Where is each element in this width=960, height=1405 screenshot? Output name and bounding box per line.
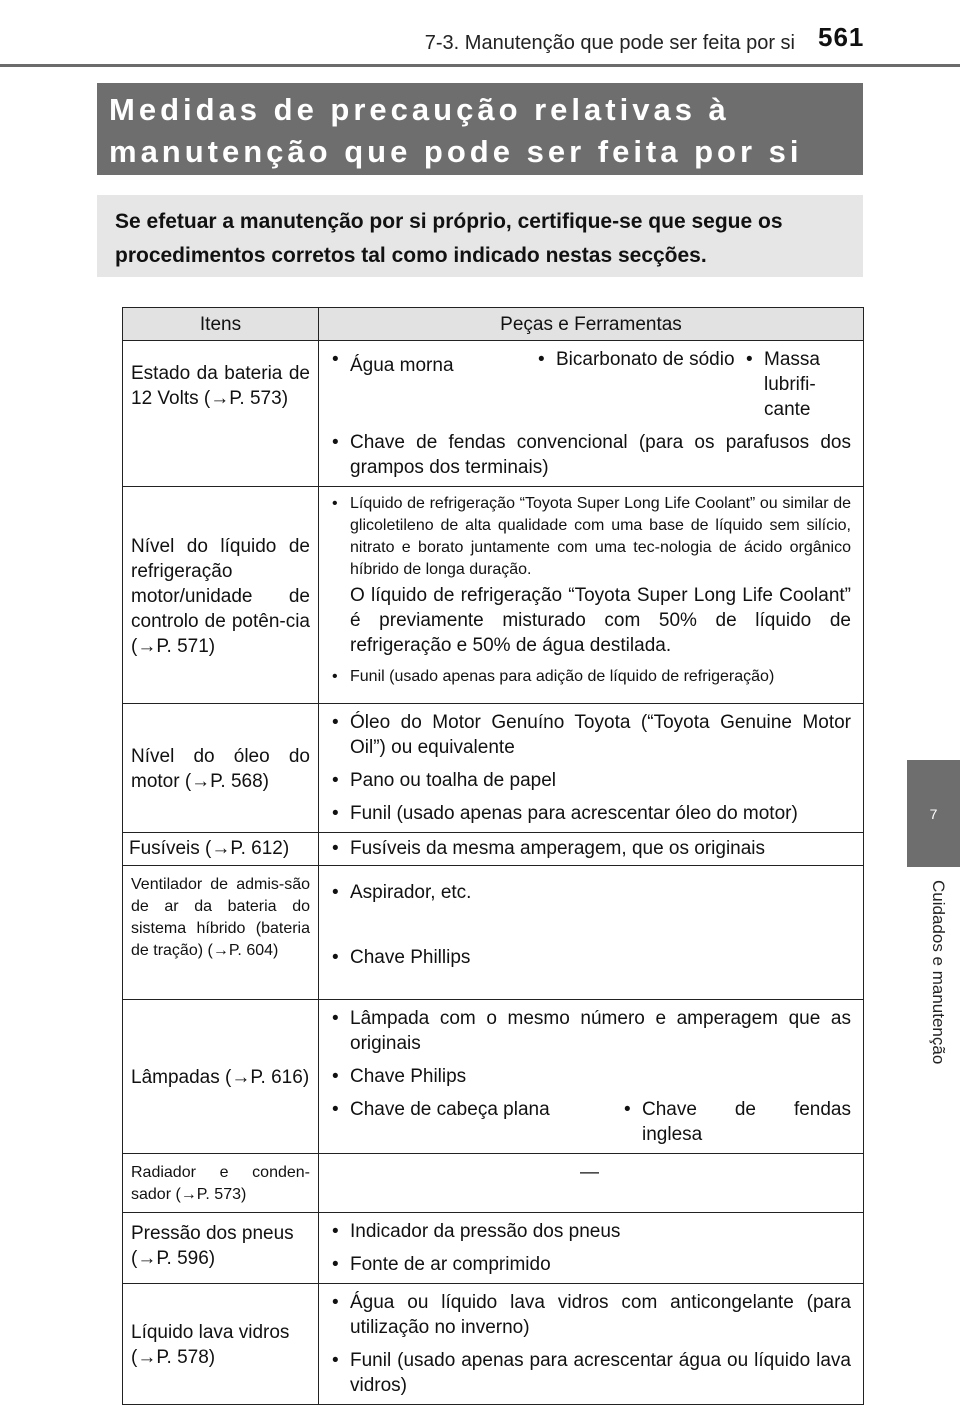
parts-fuses: [319, 833, 864, 866]
table-row: [123, 1154, 864, 1213]
list-item: • Pano ou toalha de papel: [328, 768, 851, 793]
list-item: • Chave de fendas convencional (para os parafusos dos grampos dos terminais): [328, 430, 851, 480]
table-row: [123, 866, 864, 1000]
list-item-note: O líquido de refrigeração “Toyota Super Long Life Coolant” é previamente misturado com 50% de líquido de refrigeração e 50% de água destilada.: [350, 585, 851, 656]
parts-coolant: [319, 487, 864, 704]
parts-radiator: —: [319, 1154, 864, 1213]
item-oil: Nível do óleo do motor (→P. 568): [123, 704, 319, 833]
page-title: [97, 83, 863, 175]
parts-washer: [319, 1284, 864, 1405]
chapter-tab[interactable]: 7: [907, 760, 960, 867]
list-item: • Indicador da pressão dos pneus: [328, 1219, 851, 1244]
item-battery: Estado da bateria de 12 Volts (→P. 573): [123, 341, 319, 487]
column-header-items: Itens: [123, 308, 319, 341]
list-item: • Lâmpada com o mesmo número e amperagem que as originais: [328, 1006, 851, 1056]
list-item: • Funil (usado apenas para acrescentar óleo do motor): [328, 801, 851, 826]
list-item: • Líquido de refrigeração “Toyota Super Long Life Coolant” ou similar de glicoletileno de alta qualidade com uma base de líquido sem silício, nitrato e borato juntamente com uma tec-nologia de ácido orgânico híbrido de longa duração.: [328, 493, 851, 581]
item-coolant: Nível do líquido de refrigeração motor/unidade de controlo de potên-cia (→P. 571): [123, 487, 319, 704]
table-row: [123, 833, 864, 866]
item-radiator: Radiador e conden-sador (→P. 573): [123, 1154, 319, 1213]
header-divider: [0, 64, 960, 67]
list-item: • Fonte de ar comprimido: [328, 1252, 851, 1277]
item-tires: Pressão dos pneus (→P. 596): [123, 1213, 319, 1284]
table-row: [123, 704, 864, 833]
page-number: 561: [818, 22, 865, 52]
section-title: 7-3. Manutenção que pode ser feita por si: [424, 32, 795, 54]
item-washer: Líquido lava vidros (→P. 578): [123, 1284, 319, 1405]
list-item: • Fusíveis da mesma amperagem, que os originais: [328, 836, 851, 861]
item-lamps: Lâmpadas (→P. 616): [123, 1000, 319, 1154]
list-item: • Óleo do Motor Genuíno Toyota (“Toyota Genuine Motor Oil”) ou equivalente: [328, 710, 851, 760]
parts-oil: [319, 704, 864, 833]
table-row: [123, 1284, 864, 1405]
parts-battery-fan: [319, 866, 864, 1000]
list-item: • Chave de cabeça plana: [328, 1097, 620, 1147]
parts-tires: [319, 1213, 864, 1284]
page-title-line: Medidas de precaução relativas à: [109, 92, 730, 127]
list-item: • Funil (usado apenas para adição de líquido de refrigeração): [328, 666, 851, 688]
list-item: • Bicarbonato de sódio: [534, 347, 742, 422]
item-battery-fan: Ventilador de admis-são de ar da bateria do sistema híbrido (bateria de tração) (→P. 604): [123, 866, 319, 1000]
table-row: [123, 487, 864, 704]
list-item: • Chave Phillips: [328, 945, 851, 970]
chapter-label: Cuidados e manutenção: [929, 880, 948, 1065]
item-fuses: Fusíveis (→P. 612): [123, 833, 319, 866]
table-header-row: [123, 308, 864, 341]
column-header-parts: Peças e Ferramentas: [319, 308, 864, 341]
list-item: • Funil (usado apenas para acrescentar água ou líquido lava vidros): [328, 1348, 851, 1398]
list-item: • Água morna: [328, 347, 534, 422]
parts-battery: [319, 341, 864, 487]
maintenance-table: [122, 307, 864, 1405]
list-item: • Aspirador, etc.: [328, 880, 851, 905]
list-item: • Chave de fendas inglesa: [620, 1097, 851, 1147]
list-item: • Chave Philips: [328, 1064, 851, 1089]
list-item: • Massa lubrifi-cante: [742, 347, 851, 422]
list-item: • Água ou líquido lava vidros com anticongelante (para utilização no inverno): [328, 1290, 851, 1340]
parts-lamps: [319, 1000, 864, 1154]
table-row: [123, 1213, 864, 1284]
table-row: [123, 1000, 864, 1154]
intro-text: Se efetuar a manutenção por si próprio, certifique-se que segue os procedimentos corretos tal como indicado nestas secções.: [97, 195, 863, 277]
page-title-line: manutenção que pode ser feita por si: [109, 134, 803, 169]
table-row: [123, 341, 864, 487]
